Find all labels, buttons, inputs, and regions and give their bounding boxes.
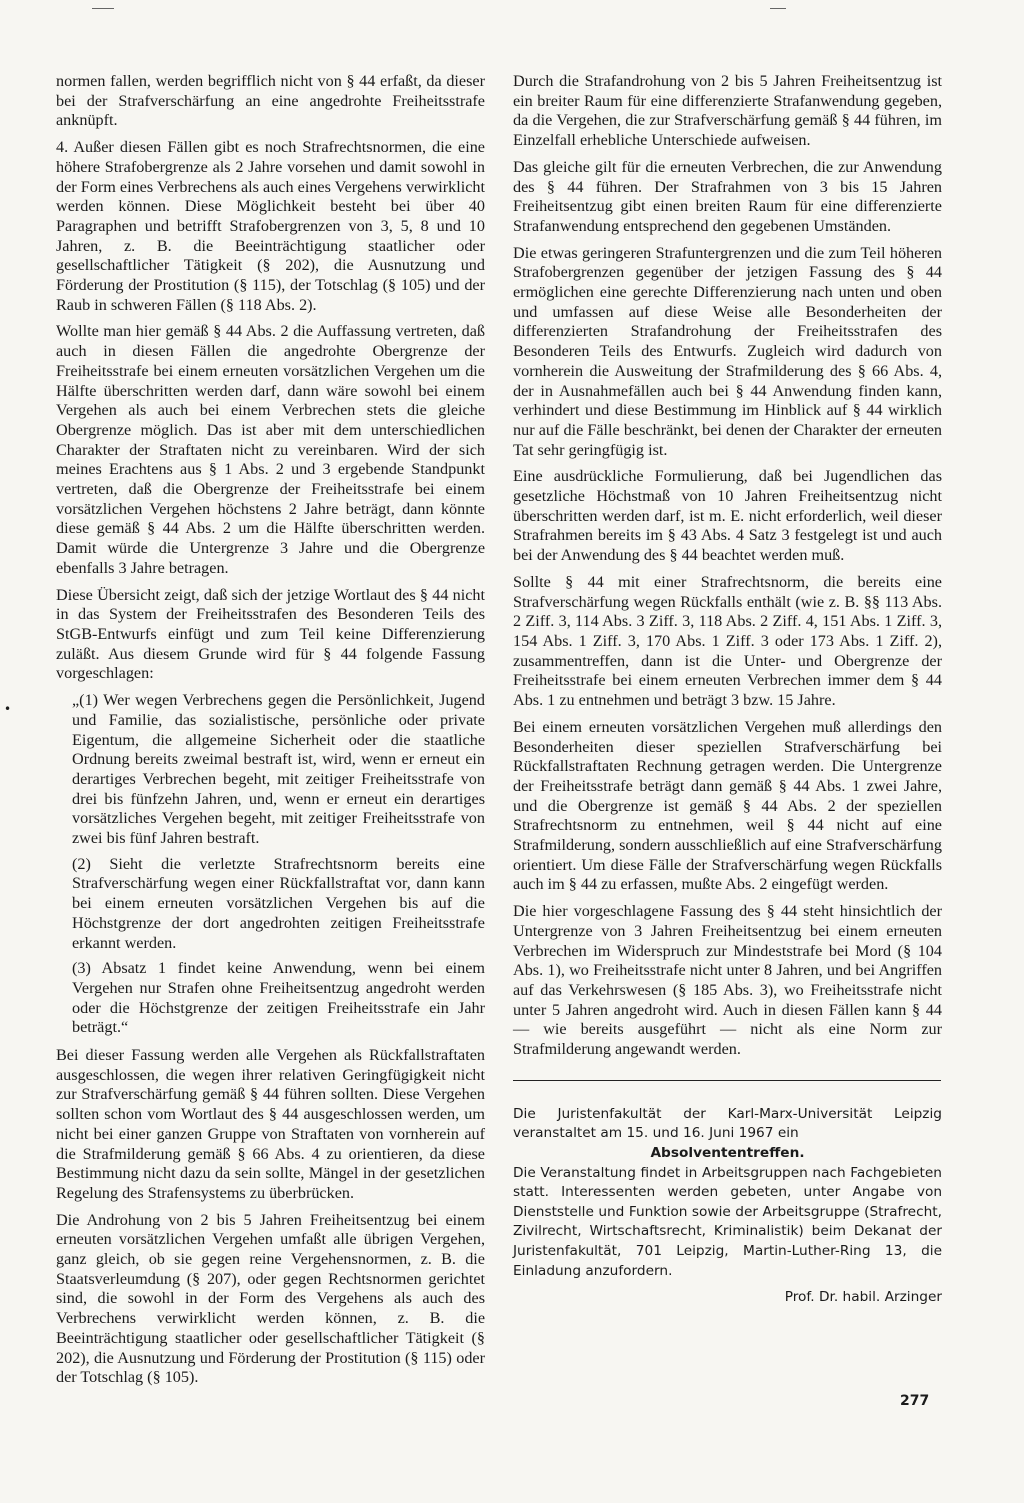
paragraph: Bei einem erneuten vorsätzlichen Vergehen muß allerdings den Besonderheiten dieser speziellen Strafverschärfung bei Rückfallstraftaten Rechnung getragen werden. Die Untergrenze der Freiheitsstrafe beträgt dann gemäß § 44 Abs. 1 zwei Jahre, und die Obergrenze ist gemäß § 44 Abs. 2 der speziellen Strafrechtsnorm zu entnehmen, weil § 44 nicht auf eine Strafmilderung, sondern ausschließlich auf eine Strafverschärfung orientiert. Um diese Fälle der Strafverschärfung wegen Rückfalls auch im § 44 zu erfassen, mußte Abs. 2 eingefügt werden. — [513, 717, 942, 894]
margin-mark: • — [4, 702, 12, 716]
scan-mark-top-right — [770, 8, 786, 9]
page-number: 277 — [900, 1393, 930, 1409]
paragraph: Eine ausdrückliche Formulierung, daß bei Jugendlichen das gesetzliche Höchstmaß von 10 Jahren Freiheitsentzug nicht überschritten werden darf, ist m. E. nicht erforderlich, weil dieser Strafrahmen bereits im § 43 Abs. 4 Satz 3 festgelegt ist und auch bei der Anwendung des § 44 beachtet werden muß. — [513, 467, 942, 565]
paragraph: Das gleiche gilt für die erneuten Verbrechen, die zur Anwendung des § 44 führen. Der Strafrahmen von 3 bis 15 Jahren Freiheitsentzug gibt einen breiten Raum für eine differenzierte Strafanwendung entsprechend den gegebenen Umständen. — [513, 157, 942, 235]
quote-paragraph: (2) Sieht die verletzte Strafrechtsnorm bereits eine Strafverschärfung wegen einer Rückfallstraftat vor, dann kann bei einem erneuten vorsätzlichen Vergehen bis auf die Höchstgrenze der dort angedrohten zeitigen Freiheitsstrafe erkannt werden. — [72, 854, 485, 952]
quote-paragraph: (3) Absatz 1 findet keine Anwendung, wenn bei einem Vergehen nur Strafen ohne Freiheitsentzug angedroht werden oder die Höchstgrenze der zeitigen Freiheitsstrafe ein Jahr beträgt.“ — [72, 959, 485, 1037]
scan-mark-top — [92, 8, 114, 9]
paragraph: Die Androhung von 2 bis 5 Jahren Freiheitsentzug bei einem erneuten vorsätzlichen Vergehen umfaßt alle übrigen Vergehen, ganz gleich, ob sie gegen reine Vergehensnormen, z. B. die Staatsverleumdung (§ 207), oder gegen Rechtsnormen gerichtet sind, die sowohl in der Form des Vergehens als auch des Verbrechens verwirklicht werden können, z. B. die Beeinträchtigung staatlicher oder gesellschaftlicher Tätigkeit (§ 202), die Ausnutzung und Förderung der Prostitution (§ 115) oder der Totschlag (§ 105). — [56, 1210, 485, 1387]
left-column — [56, 72, 485, 1395]
notice-signature: Prof. Dr. habil. Arzinger — [784, 1289, 942, 1306]
paragraph: normen fallen, werden begrifflich nicht von § 44 erfaßt, da dieser bei der Strafverschärfung an eine angedrohte Freiheitsstrafe anknüpft. — [56, 72, 485, 130]
section-divider — [513, 1080, 941, 1081]
paragraph: Wollte man hier gemäß § 44 Abs. 2 die Auffassung vertreten, daß auch in diesen Fällen die angedrohte Obergrenze der Freiheitsstrafe bei einem erneuten vorsätzlichen Vergehen um die Hälfte überschritten werden darf, dann wäre sowohl bei einem Vergehen als auch bei einem Verbrechen stets die gleiche Obergrenze möglich. Das ist aber mit dem unterschiedlichen Charakter der Straftaten nicht zu vereinbaren. Wird der sich meines Erachtens aus § 1 Abs. 2 und 3 ergebende Standpunkt vertreten, daß die Obergrenze der Freiheitsstrafe bei einem vorsätzlichen Vergehen höchstens 2 Jahre beträgt, dann könnte diese gemäß § 44 Abs. 2 um die Hälfte überschritten werden. Damit würde die Untergrenze 3 Jahre und die Obergrenze ebenfalls 3 Jahre betragen. — [56, 322, 485, 577]
notice-heading: Absolvententreffen. — [650, 1144, 805, 1161]
notice-body: Die Veranstaltung findet in Arbeitsgruppen nach Fachgebieten statt. Interessenten werden gebeten, unter Angabe von Dienststelle und Funktion sowie der Arbeitsgruppe (Strafrecht, Zivilrecht, Wirtschaftsrecht, Kriminalistik) beim Dekanat der Juristenfakultät, 701 Leipzig, Martin-Luther-Ring 13, die Einladung anzufordern. — [513, 1164, 942, 1279]
paragraph: Bei dieser Fassung werden alle Vergehen als Rückfallstraftaten ausgeschlossen, die wegen ihrer relativen Geringfügigkeit nicht zur Strafverschärfung gemäß § 44 führen sollten. Diese Vergehen sollten schon vom Wortlaut des § 44 ausgeschlossen werden, um nicht bei einer ganzen Gruppe von Straftaten von vornherein auf die Strafmilderung gemäß § 66 Abs. 4 zu orientieren, da diese Bestimmung nicht dazu da sein sollte, Mängel in der gesetzlichen Regelung des Strafensystems zu überbrücken. — [56, 1046, 485, 1202]
right-column — [513, 72, 942, 1308]
paragraph: Diese Übersicht zeigt, daß sich der jetzige Wortlaut des § 44 nicht in das System der Freiheitsstrafen des Besonderen Teils des StGB-Entwurfs einfügt und zum Teil keine Differenzierung zuläßt. Aus diesem Grunde wird für § 44 folgende Fassung vorgeschlagen: — [56, 585, 485, 683]
event-notice — [513, 1105, 942, 1308]
proposed-wording-quote — [72, 691, 485, 1038]
paragraph: Durch die Strafandrohung von 2 bis 5 Jahren Freiheitsentzug ist ein breiter Raum für eine differenzierte Strafanwendung gegeben, da die Vergehen, die zur Strafverschärfung gemäß § 44 führen, im Einzelfall erhebliche Unterschiede aufweisen. — [513, 72, 942, 150]
quote-paragraph: „(1) Wer wegen Verbrechens gegen die Persönlichkeit, Jugend und Familie, das sozialistische, persönliche oder private Eigentum, die allgemeine Sicherheit oder die staatliche Ordnung bereits zweimal bestraft ist, wird, wenn er erneut ein derartiges Verbrechen begeht, mit zeitiger Freiheitsstrafe von drei bis fünfzehn Jahren, und, wenn er erneut ein derartiges vorsätzliches Vergehen begeht, mit zeitiger Freiheitsstrafe von zwei bis fünf Jahren bestraft. — [72, 691, 485, 848]
paragraph: Die etwas geringeren Strafuntergrenzen und die zum Teil höheren Strafobergrenzen gegenüber der jetzigen Fassung des § 44 ermöglichen eine gerechte Differenzierung nach unten und oben und umfassen auf diese Weise alle Besonderheiten der differenzierten Strafandrohung der Freiheitsstrafen des Besonderen Teils des Entwurfs. Zugleich wird dadurch von vornherein die Ausweitung der Strafmilderung des § 66 Abs. 4, der in Ausnahmefällen auch bei § 44 Anwendung finden kann, verhindert und diese Bestimmung im Hinblick auf § 44 wirklich nur auf die Fälle beschränkt, bei denen der Charakter der erneuten Tat sehr geringfügig ist. — [513, 243, 942, 459]
paragraph: Sollte § 44 mit einer Strafrechtsnorm, die bereits eine Strafverschärfung wegen Rückfalls enthält (wie z. B. §§ 113 Abs. 2 Ziff. 3, 114 Abs. 3 Ziff. 3, 118 Abs. 2 Ziff. 4, 151 Abs. 1 Ziff. 3, 154 Abs. 1 Ziff. 3, 170 Abs. 1 Ziff. 3 oder 173 Abs. 1 Ziff. 2), zusammentreffen, dann ist die Unter- und Obergrenze der Freiheitsstrafe bei einem erneuten Verbrechen immer dem § 44 Abs. 1 zu entnehmen und beträgt 3 bzw. 15 Jahre. — [513, 572, 942, 710]
paragraph: Die hier vorgeschlagene Fassung des § 44 steht hinsichtlich der Untergrenze von 3 Jahren Freiheitsentzug bei einem erneuten Verbrechen im Widerspruch zur Mindeststrafe bei Mord (§ 104 Abs. 1), wo Freiheitsstrafe nicht unter 8 Jahren, und bei Angriffen auf das Verkehrswesen (§ 185 Abs. 3), wo Freiheitsstrafe nicht unter 5 Jahren angedroht wird. Auch in diesen Fällen kann § 44 — wie bereits ausgeführt — nicht als eine Norm zur Strafmilderung angewandt werden. — [513, 902, 942, 1059]
paragraph: 4. Außer diesen Fällen gibt es noch Strafrechtsnormen, die eine höhere Strafobergrenze als 2 Jahre vorsehen und damit sowohl in der Form eines Verbrechens als auch eines Vergehens verwirklicht werden können. Diese Möglichkeit besteht bei über 40 Paragraphen und betrifft Strafobergrenzen von 3, 5, 8 und 10 Jahren, z. B. die Beeinträchtigung staatlicher oder gesellschaftlicher Tätigkeit (§ 202), die Ausnutzung und Förderung der Prostitution (§ 115), der Totschlag (§ 105) und der Raub in schweren Fällen (§ 118 Abs. 2). — [56, 138, 485, 314]
notice-intro: Die Juristenfakultät der Karl-Marx-Universität Leipzig veranstaltet am 15. und 16. Juni 1967 ein — [513, 1105, 942, 1142]
